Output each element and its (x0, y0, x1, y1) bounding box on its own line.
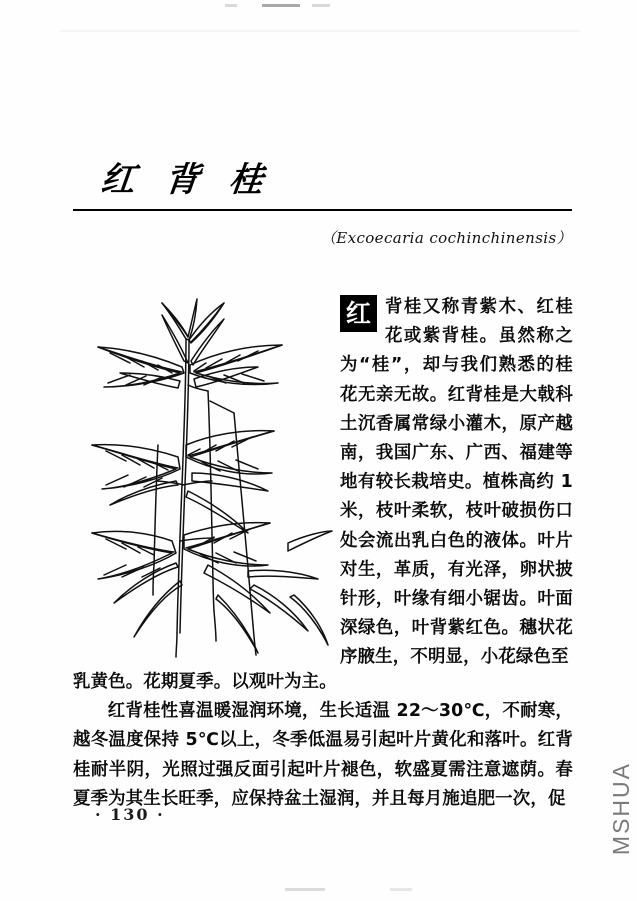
plant-illustration (58, 295, 334, 680)
scan-artifact (390, 888, 412, 891)
intro-paragraph: 背桂又称青紫木、红桂花或紫背桂。虽然称之为“桂”，却与我们熟悉的桂花无亲无故。红背桂是大戟科土沉香属常绿小灌木，原产越南，我国广东、广西、福建等地有较长栽培史。植株高约 1 米，枝叶柔软，枝叶破损伤口处会流出乳白色的液体。叶片对生，革质，有光泽，卵状披针形，叶缘有细小锯齿。叶面深绿色，叶背紫红色。穗状花序腋生，不明显，小花绿色至 (340, 297, 573, 668)
latin-binomial: （Excoecaria cochinchinensis） (320, 229, 572, 247)
page-title: 红背桂 (98, 160, 296, 200)
body-text-full-width (73, 668, 573, 814)
scan-artifact (60, 30, 580, 32)
scan-artifact (312, 4, 330, 7)
care-paragraph: 红背桂性喜温暖湿润环境，生长适温 22～30℃，不耐寒，越冬温度保持 5℃以上，冬季低温易引起叶片黄化和落叶。红背桂耐半阴，光照过强反面引起叶片褪色，软盛夏需注意遮荫。春夏季为其生长旺季，应保持盆土湿润，并且每月施追肥一次，促 (73, 701, 573, 809)
intro-continuation: 乳黄色。花期夏季。以观叶为主。 (73, 672, 337, 692)
scan-artifact (262, 4, 300, 7)
drop-cap: 红 (340, 295, 377, 332)
body-text-column (340, 293, 573, 673)
scan-artifact (285, 888, 325, 891)
watermark: MSHUA (608, 762, 634, 856)
title-block (73, 155, 572, 248)
page-number: · 130 · (95, 805, 165, 824)
title-divider (73, 209, 572, 211)
plant-illustration-svg (58, 295, 334, 680)
scan-artifact (225, 4, 237, 7)
